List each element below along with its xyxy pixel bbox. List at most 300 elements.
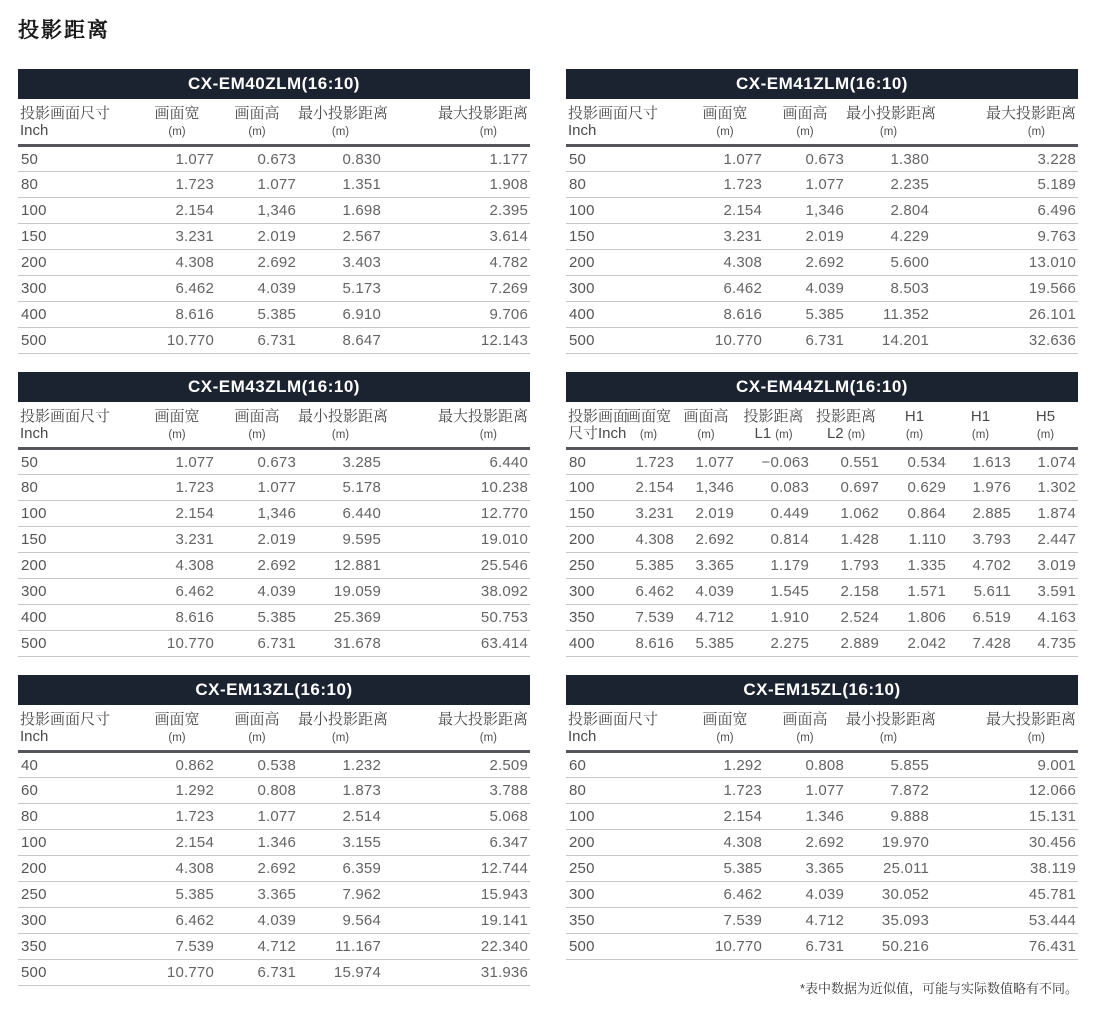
value-cell: 0.808 xyxy=(764,752,846,778)
value-cell: 4.712 xyxy=(216,934,298,960)
value-cell: 5.611 xyxy=(948,579,1013,605)
screen-size-cell: 100 xyxy=(566,198,686,224)
value-cell: 10.770 xyxy=(138,328,216,354)
value-cell: 2.514 xyxy=(298,804,383,830)
screen-size-cell: 60 xyxy=(566,752,686,778)
value-cell: 2.692 xyxy=(216,250,298,276)
table-title: CX-EM44ZLM(16:10) xyxy=(736,377,908,396)
tables-column-left xyxy=(18,69,530,1004)
screen-size-cell: 200 xyxy=(18,250,138,276)
column-header: 最大投影距离 (m) xyxy=(985,105,1076,138)
table-row xyxy=(566,276,1078,302)
value-cell: 11.167 xyxy=(298,934,383,960)
screen-size-cell: 300 xyxy=(18,579,138,605)
table-row xyxy=(566,553,1078,579)
screen-size-cell: 250 xyxy=(18,882,138,908)
table-row xyxy=(18,475,530,501)
screen-size-cell: 400 xyxy=(566,631,621,657)
value-cell: 8.616 xyxy=(138,605,216,631)
value-cell: 1.346 xyxy=(764,804,846,830)
value-cell: 1.723 xyxy=(686,778,764,804)
table-row xyxy=(18,908,530,934)
screen-size-cell: 400 xyxy=(18,605,138,631)
approximation-footnote: *表中数据为近似值，可能与实际数值略有不同。 xyxy=(799,981,1078,996)
value-cell: 45.781 xyxy=(931,882,1078,908)
value-cell: 14.201 xyxy=(846,328,931,354)
model-title-bar xyxy=(566,69,1078,99)
value-cell: 2.275 xyxy=(736,631,811,657)
screen-size-cell: 150 xyxy=(566,501,621,527)
value-cell: 4.039 xyxy=(764,276,846,302)
value-cell: 6.462 xyxy=(686,882,764,908)
table-row xyxy=(566,752,1078,778)
value-cell: 1.335 xyxy=(881,553,948,579)
column-header: 最小投影距离 (m) xyxy=(846,105,937,138)
value-cell: 5.068 xyxy=(383,804,530,830)
value-cell: 3.285 xyxy=(298,449,383,475)
value-cell: 0.814 xyxy=(736,527,811,553)
column-header: 画面高 (m) xyxy=(782,105,828,138)
column-header: 最小投影距离 (m) xyxy=(298,408,389,441)
value-cell: 31.936 xyxy=(383,960,530,986)
value-cell: 2.154 xyxy=(621,475,676,501)
screen-size-cell: 250 xyxy=(566,856,686,882)
screen-size-cell: 400 xyxy=(566,302,686,328)
value-cell: 0.673 xyxy=(216,449,298,475)
value-cell: 1.077 xyxy=(216,804,298,830)
column-header: 画面宽 (m) xyxy=(154,105,200,138)
value-cell: 35.093 xyxy=(846,908,931,934)
column-header: 画面高 (m) xyxy=(683,408,729,441)
screen-size-cell: 200 xyxy=(18,553,138,579)
value-cell: 19.566 xyxy=(931,276,1078,302)
screen-size-cell: 300 xyxy=(18,276,138,302)
value-cell: 63.414 xyxy=(383,631,530,657)
column-header: H1 (m) xyxy=(970,408,991,441)
column-header-row xyxy=(566,402,1078,449)
value-cell: 7.539 xyxy=(686,908,764,934)
table-row xyxy=(566,198,1078,224)
value-cell: 2.692 xyxy=(764,830,846,856)
value-cell: 2.158 xyxy=(811,579,881,605)
screen-size-cell: 350 xyxy=(18,934,138,960)
value-cell: 4.308 xyxy=(138,250,216,276)
value-cell: 5.385 xyxy=(676,631,736,657)
page-title: 投影距离 xyxy=(18,19,110,42)
value-cell: 2.154 xyxy=(138,501,216,527)
value-cell: 1.698 xyxy=(298,198,383,224)
screen-size-cell: 100 xyxy=(18,501,138,527)
column-header-row xyxy=(566,99,1078,146)
table-row xyxy=(566,328,1078,354)
value-cell: 1.077 xyxy=(138,146,216,172)
value-cell: 5.385 xyxy=(138,882,216,908)
value-cell: 2.447 xyxy=(1013,527,1078,553)
value-cell: 6.731 xyxy=(764,328,846,354)
value-cell: 3.231 xyxy=(686,224,764,250)
table-row xyxy=(566,856,1078,882)
value-cell: 1.110 xyxy=(881,527,948,553)
value-cell: 3.591 xyxy=(1013,579,1078,605)
screen-size-cell: 350 xyxy=(566,605,621,631)
value-cell: 0.551 xyxy=(811,449,881,475)
column-header-row xyxy=(18,705,530,752)
value-cell: 4.735 xyxy=(1013,631,1078,657)
value-cell: 1.292 xyxy=(686,752,764,778)
tables-grid xyxy=(18,69,1078,1004)
value-cell: 3.231 xyxy=(138,527,216,553)
table-row xyxy=(18,631,530,657)
value-cell: 1.908 xyxy=(383,172,530,198)
value-cell: 2.692 xyxy=(216,856,298,882)
value-cell: 1,346 xyxy=(216,501,298,527)
table-row xyxy=(18,579,530,605)
value-cell: 1.976 xyxy=(948,475,1013,501)
value-cell: 1.571 xyxy=(881,579,948,605)
value-cell: 6.496 xyxy=(931,198,1078,224)
value-cell: 4.039 xyxy=(216,276,298,302)
value-cell: 3.155 xyxy=(298,830,383,856)
value-cell: 2.567 xyxy=(298,224,383,250)
value-cell: 1.077 xyxy=(764,778,846,804)
screen-size-cell: 100 xyxy=(18,198,138,224)
model-title-bar xyxy=(566,675,1078,705)
value-cell: 3.614 xyxy=(383,224,530,250)
screen-size-cell: 80 xyxy=(18,172,138,198)
value-cell: 6.462 xyxy=(621,579,676,605)
value-cell: 26.101 xyxy=(931,302,1078,328)
value-cell: 2.019 xyxy=(216,224,298,250)
value-cell: 15.131 xyxy=(931,804,1078,830)
value-cell: 1.077 xyxy=(138,449,216,475)
value-cell: 10.770 xyxy=(138,960,216,986)
value-cell: 2.154 xyxy=(686,198,764,224)
value-cell: 5.385 xyxy=(216,302,298,328)
value-cell: 12.881 xyxy=(298,553,383,579)
screen-size-cell: 350 xyxy=(566,908,686,934)
table-row xyxy=(18,449,530,475)
table-title: CX-EM13ZL(16:10) xyxy=(195,680,353,699)
value-cell: 0.673 xyxy=(764,146,846,172)
screen-size-cell: 200 xyxy=(566,830,686,856)
table-row xyxy=(18,804,530,830)
value-cell: 12.066 xyxy=(931,778,1078,804)
table-row xyxy=(18,276,530,302)
value-cell: 1.346 xyxy=(216,830,298,856)
value-cell: 9.564 xyxy=(298,908,383,934)
value-cell: 1.232 xyxy=(298,752,383,778)
value-cell: 15.943 xyxy=(383,882,530,908)
value-cell: 1.077 xyxy=(686,146,764,172)
column-header-row xyxy=(566,705,1078,752)
table-row xyxy=(566,475,1078,501)
value-cell: 1.723 xyxy=(686,172,764,198)
column-header: 最大投影距离 (m) xyxy=(437,711,528,744)
screen-size-cell: 100 xyxy=(566,475,621,501)
screen-size-cell: 500 xyxy=(18,631,138,657)
column-header: 画面高 (m) xyxy=(234,711,280,744)
value-cell: 15.974 xyxy=(298,960,383,986)
projection-distance-table xyxy=(566,705,1078,960)
value-cell: 0.862 xyxy=(138,752,216,778)
model-title-bar xyxy=(18,675,530,705)
value-cell: 5.385 xyxy=(216,605,298,631)
value-cell: 2.889 xyxy=(811,631,881,657)
table-row xyxy=(566,224,1078,250)
table-row xyxy=(18,328,530,354)
value-cell: 3.365 xyxy=(676,553,736,579)
table-row xyxy=(18,856,530,882)
value-cell: 31.678 xyxy=(298,631,383,657)
value-cell: 6.731 xyxy=(216,631,298,657)
value-cell: 22.340 xyxy=(383,934,530,960)
value-cell: 0.538 xyxy=(216,752,298,778)
table-row xyxy=(18,198,530,224)
table-row xyxy=(566,146,1078,172)
value-cell: 0.629 xyxy=(881,475,948,501)
value-cell: 9.001 xyxy=(931,752,1078,778)
value-cell: 8.503 xyxy=(846,276,931,302)
column-header: 画面宽 (m) xyxy=(702,711,748,744)
value-cell: 1.723 xyxy=(138,172,216,198)
value-cell: 0.449 xyxy=(736,501,811,527)
value-cell: 2.154 xyxy=(138,198,216,224)
column-header: 最大投影距离 (m) xyxy=(985,711,1076,744)
value-cell: 38.119 xyxy=(931,856,1078,882)
value-cell: 50.753 xyxy=(383,605,530,631)
column-header: 画面高 (m) xyxy=(234,105,280,138)
table-row xyxy=(18,882,530,908)
table-row xyxy=(18,778,530,804)
column-header: 投影画面尺寸 Inch xyxy=(20,105,111,139)
value-cell: 6.440 xyxy=(298,501,383,527)
table-row xyxy=(18,830,530,856)
table-row xyxy=(566,631,1078,657)
value-cell: 2.235 xyxy=(846,172,931,198)
value-cell: 53.444 xyxy=(931,908,1078,934)
value-cell: 4.702 xyxy=(948,553,1013,579)
value-cell: 1.077 xyxy=(676,449,736,475)
value-cell: 3.231 xyxy=(138,224,216,250)
value-cell: 1.077 xyxy=(216,475,298,501)
table-row xyxy=(18,224,530,250)
value-cell: 5.385 xyxy=(686,856,764,882)
value-cell: 7.539 xyxy=(138,934,216,960)
value-cell: 3.228 xyxy=(931,146,1078,172)
value-cell: 4.039 xyxy=(216,908,298,934)
value-cell: 8.616 xyxy=(686,302,764,328)
table-row xyxy=(566,172,1078,198)
spec-table xyxy=(18,372,530,657)
value-cell: 25.546 xyxy=(383,553,530,579)
screen-size-cell: 80 xyxy=(566,172,686,198)
column-header: 画面宽 (m) xyxy=(154,408,200,441)
value-cell: 4.039 xyxy=(676,579,736,605)
table-row xyxy=(18,553,530,579)
value-cell: 38.092 xyxy=(383,579,530,605)
value-cell: 7.428 xyxy=(948,631,1013,657)
column-header: 投影画面 尺寸Inch xyxy=(568,408,629,442)
table-row xyxy=(566,449,1078,475)
value-cell: 6.440 xyxy=(383,449,530,475)
value-cell: 19.970 xyxy=(846,830,931,856)
value-cell: 3.019 xyxy=(1013,553,1078,579)
screen-size-cell: 300 xyxy=(18,908,138,934)
table-row xyxy=(566,908,1078,934)
value-cell: 1.873 xyxy=(298,778,383,804)
screen-size-cell: 300 xyxy=(566,276,686,302)
value-cell: 12.770 xyxy=(383,501,530,527)
value-cell: 30.052 xyxy=(846,882,931,908)
table-row xyxy=(18,934,530,960)
value-cell: 2.019 xyxy=(216,527,298,553)
value-cell: 7.539 xyxy=(621,605,676,631)
value-cell: 1.874 xyxy=(1013,501,1078,527)
table-row xyxy=(566,605,1078,631)
value-cell: 6.731 xyxy=(216,960,298,986)
value-cell: 1.351 xyxy=(298,172,383,198)
table-row xyxy=(566,501,1078,527)
table-row xyxy=(18,172,530,198)
value-cell: 10.770 xyxy=(686,328,764,354)
table-row xyxy=(566,579,1078,605)
value-cell: 5.855 xyxy=(846,752,931,778)
value-cell: 8.616 xyxy=(621,631,676,657)
value-cell: 10.238 xyxy=(383,475,530,501)
value-cell: 1.077 xyxy=(764,172,846,198)
value-cell: −0.063 xyxy=(736,449,811,475)
value-cell: 1.723 xyxy=(138,475,216,501)
screen-size-cell: 500 xyxy=(566,328,686,354)
column-header: 画面宽 (m) xyxy=(625,408,671,441)
value-cell: 1.302 xyxy=(1013,475,1078,501)
value-cell: 0.864 xyxy=(881,501,948,527)
column-header-row xyxy=(18,99,530,146)
value-cell: 4.712 xyxy=(764,908,846,934)
value-cell: 1.077 xyxy=(216,172,298,198)
value-cell: 12.744 xyxy=(383,856,530,882)
table-row xyxy=(18,605,530,631)
spec-table xyxy=(18,69,530,354)
column-header: 投影画面尺寸 Inch xyxy=(568,711,659,745)
column-header: 画面高 (m) xyxy=(782,711,828,744)
value-cell: 1.428 xyxy=(811,527,881,553)
table-row xyxy=(18,250,530,276)
model-title-bar xyxy=(18,372,530,402)
screen-size-cell: 100 xyxy=(18,830,138,856)
screen-size-cell: 50 xyxy=(18,449,138,475)
value-cell: 1,346 xyxy=(764,198,846,224)
value-cell: 4.308 xyxy=(621,527,676,553)
value-cell: 4.308 xyxy=(686,830,764,856)
value-cell: 1.292 xyxy=(138,778,216,804)
value-cell: 50.216 xyxy=(846,934,931,960)
screen-size-cell: 80 xyxy=(566,449,621,475)
value-cell: 0.673 xyxy=(216,146,298,172)
value-cell: 2.692 xyxy=(676,527,736,553)
table-row xyxy=(566,882,1078,908)
screen-size-cell: 80 xyxy=(18,804,138,830)
projection-distance-table xyxy=(566,402,1078,657)
screen-size-cell: 40 xyxy=(18,752,138,778)
value-cell: 1.806 xyxy=(881,605,948,631)
screen-size-cell: 500 xyxy=(18,960,138,986)
value-cell: 6.462 xyxy=(138,908,216,934)
model-title-bar xyxy=(18,69,530,99)
model-title-bar xyxy=(566,372,1078,402)
screen-size-cell: 400 xyxy=(18,302,138,328)
value-cell: 2.692 xyxy=(764,250,846,276)
value-cell: 1,346 xyxy=(676,475,736,501)
value-cell: 19.010 xyxy=(383,527,530,553)
column-header: 投影距离 L1 (m) xyxy=(743,408,804,442)
value-cell: 1.545 xyxy=(736,579,811,605)
value-cell: 0.534 xyxy=(881,449,948,475)
value-cell: 19.141 xyxy=(383,908,530,934)
value-cell: 10.770 xyxy=(138,631,216,657)
value-cell: 1.380 xyxy=(846,146,931,172)
screen-size-cell: 200 xyxy=(566,250,686,276)
value-cell: 2.154 xyxy=(138,830,216,856)
value-cell: 1.910 xyxy=(736,605,811,631)
value-cell: 9.595 xyxy=(298,527,383,553)
value-cell: 4.782 xyxy=(383,250,530,276)
table-row xyxy=(566,250,1078,276)
value-cell: 6.910 xyxy=(298,302,383,328)
value-cell: 4.163 xyxy=(1013,605,1078,631)
value-cell: 6.347 xyxy=(383,830,530,856)
value-cell: 0.830 xyxy=(298,146,383,172)
value-cell: 2.019 xyxy=(764,224,846,250)
value-cell: 5.178 xyxy=(298,475,383,501)
table-row xyxy=(18,752,530,778)
value-cell: 2.692 xyxy=(216,553,298,579)
value-cell: 30.456 xyxy=(931,830,1078,856)
value-cell: 8.647 xyxy=(298,328,383,354)
column-header: 画面高 (m) xyxy=(234,408,280,441)
value-cell: 2.509 xyxy=(383,752,530,778)
column-header: 投影画面尺寸 Inch xyxy=(20,711,111,745)
column-header: H1 (m) xyxy=(904,408,925,441)
table-row xyxy=(18,302,530,328)
value-cell: 6.731 xyxy=(216,328,298,354)
screen-size-cell: 200 xyxy=(18,856,138,882)
value-cell: 5.385 xyxy=(764,302,846,328)
column-header: 最小投影距离 (m) xyxy=(846,711,937,744)
value-cell: 0.808 xyxy=(216,778,298,804)
value-cell: 9.763 xyxy=(931,224,1078,250)
value-cell: 3.231 xyxy=(621,501,676,527)
value-cell: 32.636 xyxy=(931,328,1078,354)
value-cell: 12.143 xyxy=(383,328,530,354)
value-cell: 4.039 xyxy=(764,882,846,908)
value-cell: 3.788 xyxy=(383,778,530,804)
screen-size-cell: 60 xyxy=(18,778,138,804)
screen-size-cell: 500 xyxy=(18,328,138,354)
value-cell: 11.352 xyxy=(846,302,931,328)
value-cell: 2.524 xyxy=(811,605,881,631)
value-cell: 2.154 xyxy=(686,804,764,830)
spec-table xyxy=(18,675,530,986)
value-cell: 2.885 xyxy=(948,501,1013,527)
column-header-row xyxy=(18,402,530,449)
value-cell: 7.962 xyxy=(298,882,383,908)
value-cell: 10.770 xyxy=(686,934,764,960)
table-title: CX-EM40ZLM(16:10) xyxy=(188,74,360,93)
column-header: H5 (m) xyxy=(1035,408,1056,441)
screen-size-cell: 100 xyxy=(566,804,686,830)
value-cell: 6.359 xyxy=(298,856,383,882)
